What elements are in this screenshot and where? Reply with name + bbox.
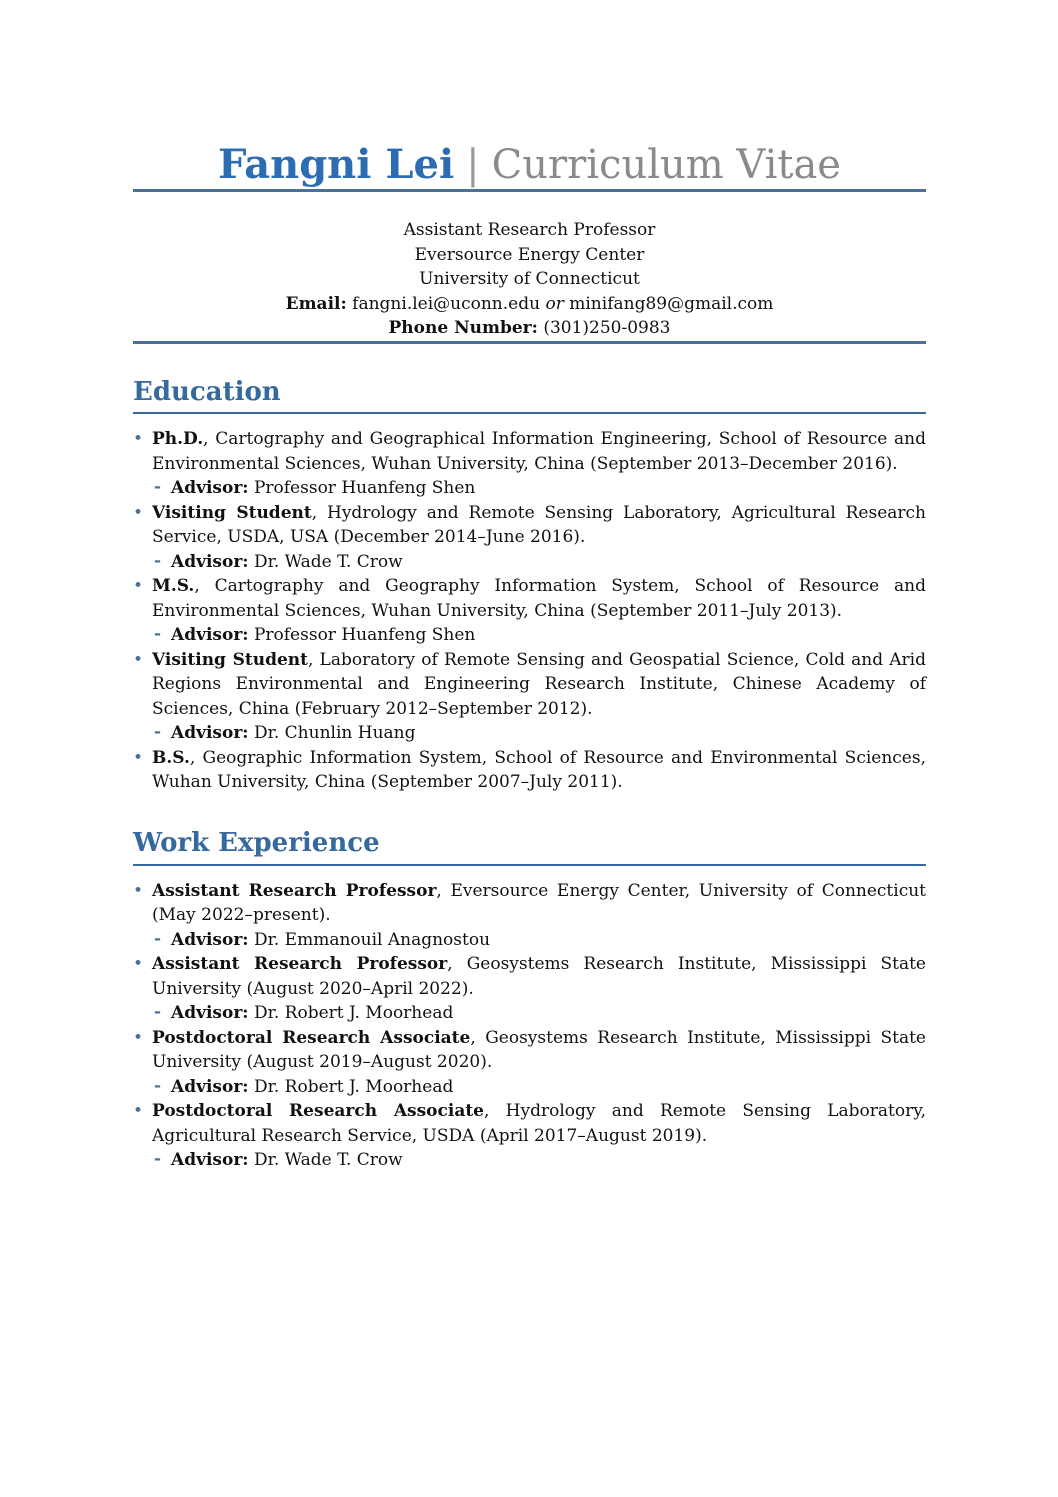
advisor-line (152, 1001, 926, 1026)
contact-university: University of Connecticut (419, 269, 640, 289)
advisor-name: Dr. Robert J. Moorhead (253, 1076, 454, 1097)
advisor-label: Advisor: (171, 929, 249, 950)
bullet-icon: • (133, 1027, 144, 1048)
degree-title: Ph.D. (152, 429, 204, 450)
entry-text: , Geographic Information System, School of Resource and Environmental Sciences, Wuhan University, China (September 2007–July 2011). (152, 747, 926, 793)
contact-phone-line (133, 316, 926, 341)
advisor-label: Advisor: (171, 1150, 249, 1171)
job-title: Assistant Research Professor (152, 954, 448, 975)
entry-text: , Eversource Energy Center, University of Connecticut (May 2022–present). (152, 880, 927, 926)
work-list (133, 879, 926, 1173)
advisor-label: Advisor: (171, 1003, 249, 1024)
degree-title: M.S. (152, 576, 195, 597)
advisor-line (152, 928, 926, 953)
person-name: Fangni Lei (218, 141, 455, 188)
job-title: Postdoctoral Research Associate (152, 1027, 471, 1048)
education-item (133, 648, 926, 746)
bullet-icon: • (133, 747, 144, 768)
entry-text: , Laboratory of Remote Sensing and Geospatial Science, Cold and Arid Regions Environmental and Engineering Research Institute, Chinese Academy of Sciences, China (February 2012–September 2012). (152, 649, 926, 719)
bullet-icon: • (133, 502, 144, 523)
dash-icon: - (154, 1075, 162, 1096)
bullet-icon: • (133, 1101, 144, 1122)
advisor-name: Dr. Chunlin Huang (253, 723, 416, 744)
section-work-experience (133, 829, 926, 1173)
work-item (133, 879, 926, 953)
education-item (133, 427, 926, 501)
phone-label: Phone Number: (388, 318, 538, 338)
education-section-title: Education (133, 378, 926, 415)
education-list (133, 427, 926, 795)
entry-text: , Hydrology and Remote Sensing Laboratory, Agricultural Research Service, USDA, USA (December 2014–June 2016). (152, 502, 927, 548)
phone-number: (301)250-0983 (543, 318, 671, 338)
contact-divider (133, 341, 926, 344)
email-primary: fangni.lei@uconn.edu (352, 293, 541, 314)
section-education (133, 378, 926, 795)
dash-icon: - (154, 1149, 162, 1170)
degree-title: Visiting Student (152, 502, 312, 523)
advisor-line (152, 721, 926, 746)
advisor-label: Advisor: (171, 1076, 249, 1097)
bullet-icon: • (133, 954, 144, 975)
email-conjunction: or (545, 293, 564, 314)
work-item (133, 1099, 926, 1173)
entry-text: , Geosystems Research Institute, Mississippi State University (August 2019–August 2020). (152, 1027, 926, 1073)
advisor-label: Advisor: (171, 478, 249, 499)
degree-title: B.S. (152, 747, 190, 768)
document-type: Curriculum Vitae (491, 142, 841, 188)
cv-header (133, 141, 926, 189)
advisor-name: Dr. Wade T. Crow (253, 551, 403, 572)
education-item (133, 501, 926, 575)
advisor-line (152, 476, 926, 501)
contact-organization: Eversource Energy Center (414, 244, 645, 265)
email-label: Email: (285, 293, 347, 314)
bullet-icon: • (133, 649, 144, 670)
advisor-line (152, 1148, 926, 1173)
advisor-line (152, 1075, 926, 1100)
advisor-label: Advisor: (171, 625, 249, 646)
top-divider (133, 189, 926, 192)
job-title: Postdoctoral Research Associate (152, 1101, 485, 1122)
advisor-name: Dr. Wade T. Crow (253, 1150, 403, 1171)
bullet-icon: • (133, 576, 144, 597)
bullet-icon: • (133, 429, 144, 450)
education-item (133, 746, 926, 795)
dash-icon: - (154, 928, 162, 949)
email-secondary: minifang89@gmail.com (569, 293, 774, 314)
dash-icon: - (154, 722, 162, 743)
work-section-title: Work Experience (133, 829, 926, 866)
bullet-icon: • (133, 880, 144, 901)
advisor-label: Advisor: (171, 723, 249, 744)
contact-block (133, 218, 926, 341)
title-separator: | (466, 142, 480, 188)
advisor-name: Professor Huanfeng Shen (253, 625, 476, 646)
entry-text: , Hydrology and Remote Sensing Laboratory, Agricultural Research Service, USDA (April 2017–August 2019). (152, 1101, 926, 1146)
advisor-line (152, 623, 926, 648)
page-title (133, 141, 926, 189)
dash-icon: - (154, 1002, 162, 1023)
entry-text: , Geosystems Research Institute, Mississippi State University (August 2020–April 2022). (152, 954, 926, 999)
dash-icon: - (154, 550, 162, 571)
degree-title: Visiting Student (152, 649, 308, 670)
education-item (133, 574, 926, 648)
dash-icon: - (154, 477, 162, 498)
job-title: Assistant Research Professor (152, 880, 437, 901)
advisor-name: Professor Huanfeng Shen (253, 478, 476, 499)
advisor-name: Dr. Robert J. Moorhead (253, 1003, 454, 1024)
entry-text: , Cartography and Geographical Information Engineering, School of Resource and Environmental Sciences, Wuhan University, China (September 2013–December 2016). (152, 429, 926, 474)
dash-icon: - (154, 624, 162, 645)
work-item (133, 952, 926, 1026)
entry-text: , Cartography and Geography Information System, School of Resource and Environmental Sciences, Wuhan University, China (September 2011–July 2013). (152, 576, 926, 621)
advisor-name: Dr. Emmanouil Anagnostou (253, 929, 491, 950)
work-item (133, 1026, 926, 1100)
contact-email-line (133, 292, 926, 317)
advisor-line (152, 550, 926, 575)
contact-position: Assistant Research Professor (403, 220, 656, 240)
advisor-label: Advisor: (171, 551, 249, 572)
